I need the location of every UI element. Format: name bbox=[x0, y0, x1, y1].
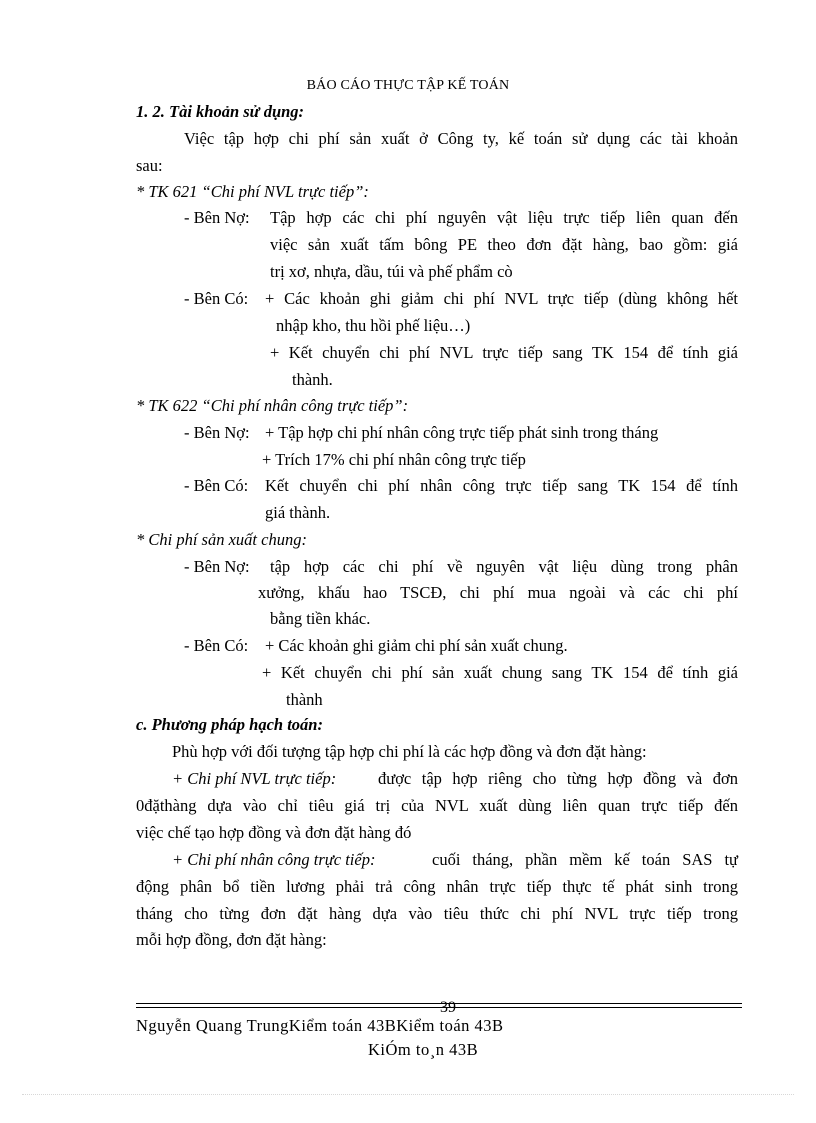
tk621-credit-label: - Bên Có: bbox=[184, 289, 249, 308]
footer-author-line: Nguyễn Quang TrungKiểm toán 43BKiểm toán 43B bbox=[136, 1016, 504, 1035]
tk621-debit-line: việc sản xuất tấm bông PE theo đơn đặt hàng, bao gồm: giá bbox=[270, 235, 738, 254]
method-paragraph-line: được tập hợp riêng cho từng hợp đồng và đơn bbox=[378, 769, 738, 788]
method-direct-labor-lead: + Chi phí nhân công trực tiếp: bbox=[172, 850, 376, 869]
overhead-credit-label: - Bên Có: bbox=[184, 636, 249, 655]
overhead-credit-line: + Các khoản ghi giảm chi phí sản xuất chung. bbox=[265, 636, 568, 655]
footer-department-line: KiÓm to¸n 43B bbox=[368, 1040, 479, 1059]
method-paragraph-line: tháng cho từng đơn đặt hàng dựa vào tiêu thức chi phí NVL trực tiếp trong bbox=[136, 904, 738, 923]
overhead-debit-line: xưởng, khấu hao TSCĐ, chi phí mua ngoài và các chi phí bbox=[258, 583, 738, 602]
footer-rule-bottom bbox=[136, 1007, 742, 1008]
method-paragraph-line: cuối tháng, phần mềm kế toán SAS tự bbox=[432, 850, 738, 869]
tk622-title: * TK 622 “Chi phí nhân công trực tiếp”: bbox=[136, 396, 409, 415]
tk621-debit-line: trị xơ, nhựa, dầu, túi và phế phẩm cò bbox=[270, 262, 513, 281]
overhead-debit-line: tập hợp các chi phí về nguyên vật liệu dùng trong phân bbox=[270, 557, 738, 576]
tk621-debit-line: Tập hợp các chi phí nguyên vật liệu trực tiếp liên quan đến bbox=[270, 208, 738, 227]
tk621-title: * TK 621 “Chi phí NVL trực tiếp”: bbox=[136, 182, 369, 201]
method-paragraph-line: việc chế tạo hợp đồng và đơn đặt hàng đó bbox=[136, 823, 412, 842]
method-direct-materials-lead: + Chi phí NVL trực tiếp: bbox=[172, 769, 337, 788]
intro-line: sau: bbox=[136, 156, 163, 175]
tk622-debit-line: + Tập hợp chi phí nhân công trực tiếp phát sinh trong tháng bbox=[265, 423, 659, 442]
overhead-credit-line: thành bbox=[286, 690, 323, 709]
page-bottom-dotted-border bbox=[22, 1094, 794, 1095]
intro-line: Việc tập hợp chi phí sản xuất ở Công ty, kế toán sử dụng các tài khoản bbox=[184, 129, 738, 148]
tk622-credit-line: Kết chuyển chi phí nhân công trực tiếp sang TK 154 để tính bbox=[265, 476, 738, 495]
overhead-debit-line: bằng tiền khác. bbox=[270, 609, 371, 628]
tk621-credit-line: nhập kho, thu hồi phế liệu…) bbox=[276, 316, 471, 335]
tk622-debit-label: - Bên Nợ: bbox=[184, 423, 250, 442]
method-paragraph: Phù hợp với đối tượng tập hợp chi phí là các hợp đồng và đơn đặt hàng: bbox=[172, 742, 647, 761]
tk621-debit-label: - Bên Nợ: bbox=[184, 208, 250, 227]
tk621-credit-line: + Kết chuyển chi phí NVL trực tiếp sang TK 154 để tính giá bbox=[270, 343, 738, 362]
footer-rule-top bbox=[136, 1003, 742, 1004]
overhead-title: * Chi phí sản xuất chung: bbox=[136, 530, 307, 549]
method-paragraph-line: động phân bổ tiền lương phải trả công nhân trực tiếp thực tế phát sinh trong bbox=[136, 877, 738, 896]
method-paragraph-line: mỗi hợp đồng, đơn đặt hàng: bbox=[136, 930, 327, 949]
tk622-credit-label: - Bên Có: bbox=[184, 476, 249, 495]
page-header: BÁO CÁO THỰC TẬP KẾ TOÁN bbox=[306, 78, 510, 93]
tk621-credit-line: + Các khoản ghi giảm chi phí NVL trực tiếp (dùng không hết bbox=[265, 289, 738, 308]
overhead-debit-label: - Bên Nợ: bbox=[184, 557, 250, 576]
section-heading-method: c. Phương pháp hạch toán: bbox=[136, 715, 323, 734]
tk622-credit-line: giá thành. bbox=[265, 503, 331, 522]
section-heading-accounts: 1. 2. Tài khoản sử dụng: bbox=[136, 102, 305, 121]
tk622-debit-line: + Trích 17% chi phí nhân công trực tiếp bbox=[262, 450, 526, 469]
page-number: 39 bbox=[440, 999, 456, 1016]
tk621-credit-line: thành. bbox=[292, 370, 333, 389]
method-paragraph-line: 0đặthàng dựa vào chỉ tiêu giá trị của NVL xuất dùng liên quan trực tiếp đến bbox=[136, 796, 738, 815]
overhead-credit-line: + Kết chuyển chi phí sản xuất chung sang TK 154 để tính giá bbox=[262, 663, 738, 682]
